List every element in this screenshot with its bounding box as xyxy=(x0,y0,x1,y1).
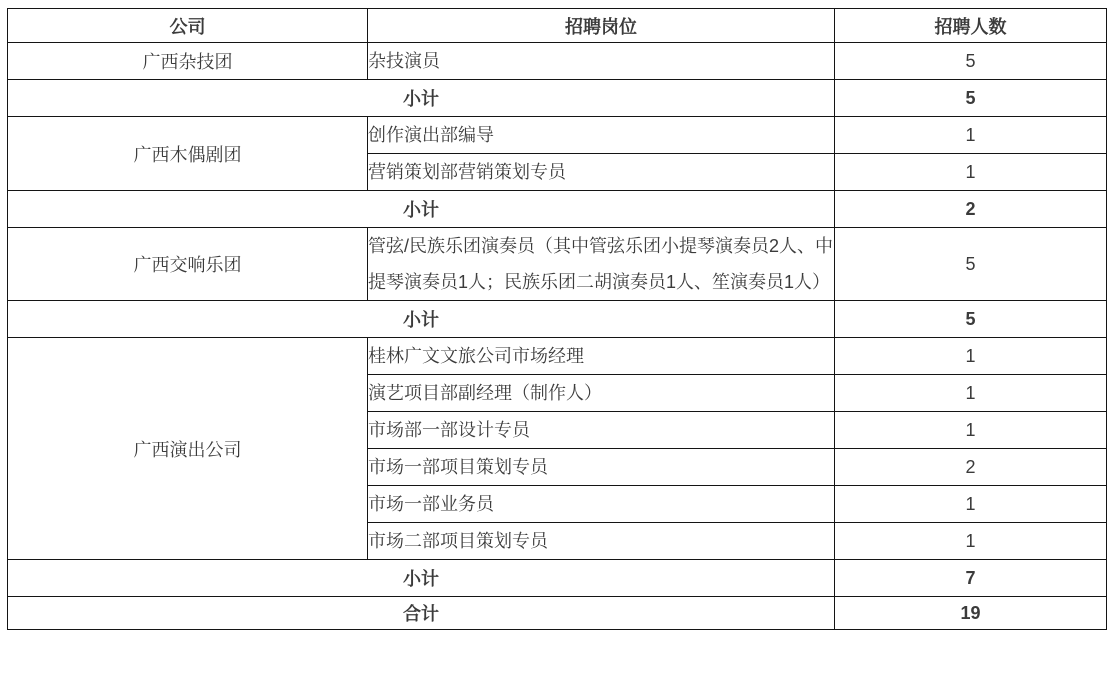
subtotal-count-cell: 7 xyxy=(835,560,1107,597)
table-body xyxy=(8,43,1107,630)
table-row xyxy=(8,338,1107,375)
col-header-company: 公司 xyxy=(8,9,368,43)
subtotal-row xyxy=(8,80,1107,117)
subtotal-label-cell: 小计 xyxy=(8,301,835,338)
total-label-cell: 合计 xyxy=(8,597,835,630)
subtotal-label-cell: 小计 xyxy=(8,191,835,228)
position-cell: 杂技演员 xyxy=(368,43,835,80)
company-cell: 广西演出公司 xyxy=(8,338,368,560)
count-cell: 1 xyxy=(835,338,1107,375)
count-cell: 1 xyxy=(835,117,1107,154)
table-row xyxy=(8,43,1107,80)
subtotal-count-cell: 5 xyxy=(835,301,1107,338)
table-row xyxy=(8,117,1107,154)
count-cell: 5 xyxy=(835,228,1107,301)
table-header xyxy=(8,9,1107,43)
total-count-cell: 19 xyxy=(835,597,1107,630)
position-cell: 营销策划部营销策划专员 xyxy=(368,154,835,191)
recruitment-table xyxy=(7,8,1107,630)
position-cell: 管弦/民族乐团演奏员（其中管弦乐团小提琴演奏员2人、中提琴演奏员1人；民族乐团二胡演奏员1人、笙演奏员1人） xyxy=(368,228,835,301)
position-cell: 市场一部项目策划专员 xyxy=(368,449,835,486)
company-cell: 广西杂技团 xyxy=(8,43,368,80)
count-cell: 2 xyxy=(835,449,1107,486)
company-cell: 广西木偶剧团 xyxy=(8,117,368,191)
subtotal-count-cell: 2 xyxy=(835,191,1107,228)
position-cell: 演艺项目部副经理（制作人） xyxy=(368,375,835,412)
position-cell: 市场一部业务员 xyxy=(368,486,835,523)
col-header-count: 招聘人数 xyxy=(835,9,1107,43)
col-header-position: 招聘岗位 xyxy=(368,9,835,43)
header-row xyxy=(8,9,1107,43)
position-cell: 市场二部项目策划专员 xyxy=(368,523,835,560)
subtotal-row xyxy=(8,560,1107,597)
position-cell: 创作演出部编导 xyxy=(368,117,835,154)
count-cell: 1 xyxy=(835,154,1107,191)
subtotal-count-cell: 5 xyxy=(835,80,1107,117)
subtotal-label-cell: 小计 xyxy=(8,80,835,117)
count-cell: 1 xyxy=(835,375,1107,412)
count-cell: 1 xyxy=(835,523,1107,560)
total-row xyxy=(8,597,1107,630)
subtotal-label-cell: 小计 xyxy=(8,560,835,597)
position-cell: 市场部一部设计专员 xyxy=(368,412,835,449)
subtotal-row xyxy=(8,191,1107,228)
position-cell: 桂林广文文旅公司市场经理 xyxy=(368,338,835,375)
table-row xyxy=(8,228,1107,301)
count-cell: 1 xyxy=(835,412,1107,449)
company-cell: 广西交响乐团 xyxy=(8,228,368,301)
subtotal-row xyxy=(8,301,1107,338)
count-cell: 5 xyxy=(835,43,1107,80)
count-cell: 1 xyxy=(835,486,1107,523)
